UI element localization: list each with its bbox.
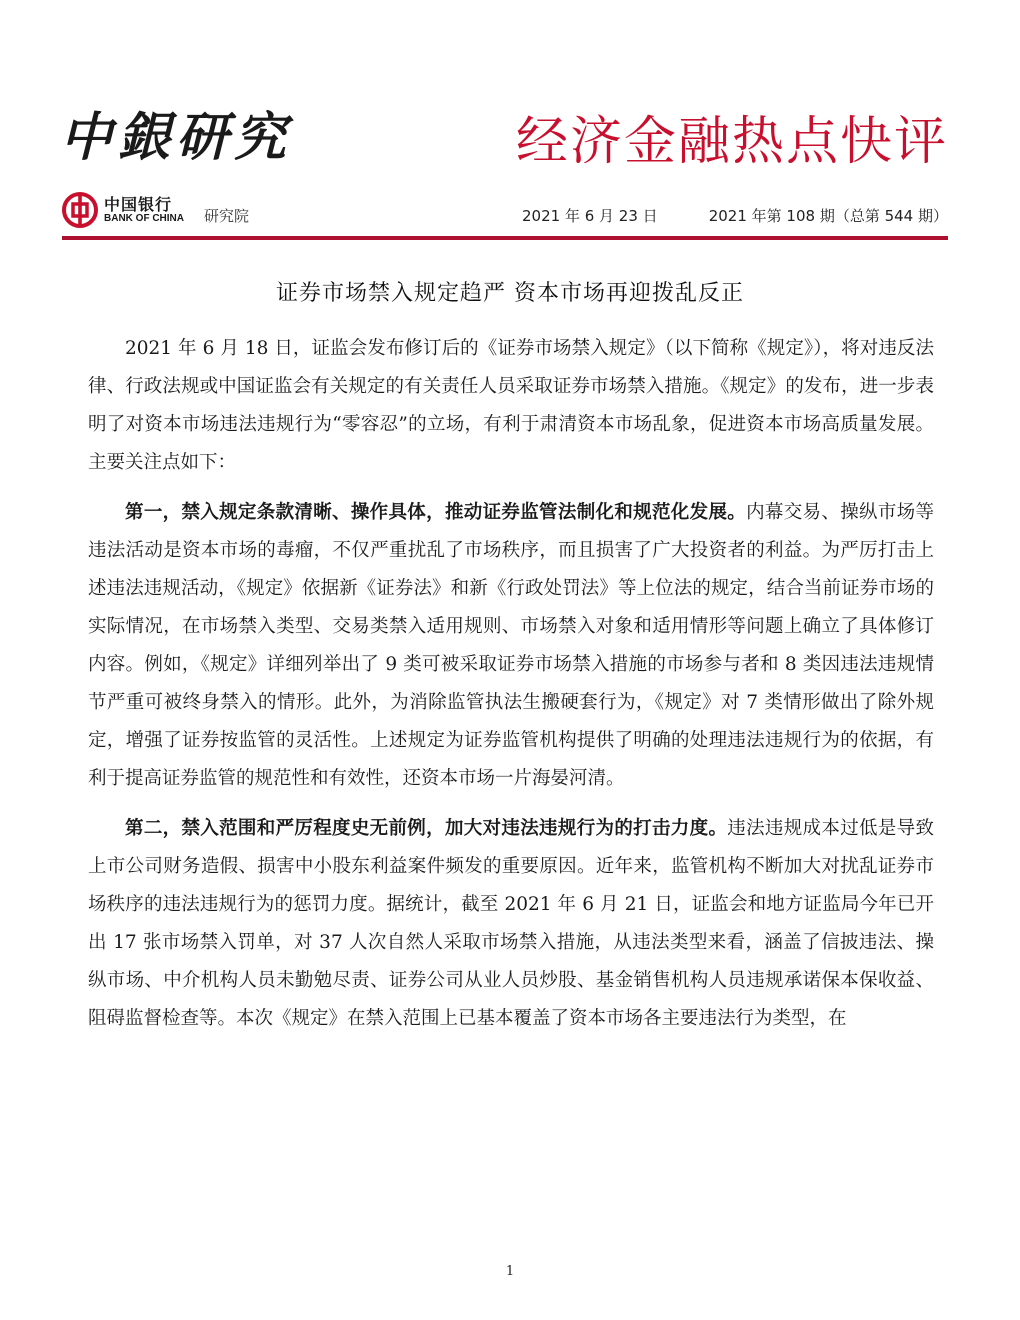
header-divider bbox=[62, 236, 948, 240]
bank-name-en: BANK OF CHINA bbox=[104, 213, 184, 224]
page-number: 1 bbox=[505, 1264, 515, 1279]
paragraph-text: 内幕交易、操纵市场等违法活动是资本市场的毒瘤，不仅严重扰乱了市场秩序，而且损害了广大投资者的利益。为严厉打击上述违法违规活动，《规定》依据新《证券法》和新《行政处罚法》等上位法的规定，结合当前证券市场的实际情况，在市场禁入类型、交易类禁入适用规则、市场禁入对象和适用情形等问题上确立了具体修订内容。例如，《规定》详细列举出了 9 类可被采取证券市场禁入措施的市场参与者和 8 类因违法违规情节严重可被终身禁入的情形。此外，为消除监管执法生搬硬套行为，《规定》对 7 类情形做出了除外规定，增强了证券按监管的灵活性。上述规定为证券监管机构提供了明确的处理违法违规行为的依据，有利于提高证券监管的规范性和有效性，还资本市场一片海晏河清。 bbox=[88, 502, 934, 789]
paragraph-text: 违法违规成本过低是导致上市公司财务造假、损害中小股东利益案件频发的重要原因。近年来，监管机构不断加大对扰乱证券市场秩序的违法违规行为的惩罚力度。据统计，截至 2021 年 6 月 21 日，证监会和地方证监局今年已开出 17 张市场禁入罚单，对 37 人次自然人采取市场禁入措施，从违法类型来看，涵盖了信披违法、操纵市场、中介机构人员未勤勉尽责、证券公司从业人员炒股、基金销售机构人员违规承诺保本保收益、阻碍监督检查等。本次《规定》在禁入范围上已基本覆盖了资本市场各主要违法行为类型，在 bbox=[88, 818, 934, 1029]
issue-number: 2021 年第 108 期（总第 544 期） bbox=[708, 207, 948, 225]
paragraph-lead: 第一，禁入规定条款清晰、操作具体，推动证券监管法制化和规范化发展。 bbox=[125, 502, 747, 523]
paragraph-intro bbox=[88, 330, 934, 482]
calligraphy-logo: 中銀研究 bbox=[60, 107, 293, 168]
bank-of-china-emblem-icon bbox=[62, 192, 98, 228]
article-title: 证券市场禁入规定趋严 资本市场再迎拨乱反正 bbox=[276, 281, 744, 306]
institute-label: 研究院 bbox=[204, 207, 250, 225]
article-body bbox=[88, 330, 934, 1050]
publish-date: 2021 年 6 月 23 日 bbox=[522, 207, 658, 225]
report-series-title: 经济金融热点快评 bbox=[515, 112, 948, 172]
paragraph-point-2 bbox=[88, 810, 934, 1038]
paragraph-text: 2021 年 6 月 18 日，证监会发布修订后的《证券市场禁入规定》（以下简称《规定》），将对违反法律、行政法规或中国证监会有关规定的有关责任人员采取证券市场禁入措施。《规定》的发布，进一步表明了对资本市场违法违规行为“零容忍”的立场，有利于肃清资本市场乱象，促进资本市场高质量发展。主要关注点如下： bbox=[88, 338, 934, 473]
bank-logo bbox=[62, 192, 192, 232]
bank-name-cn: 中国银行 bbox=[104, 195, 173, 214]
paragraph-lead: 第二，禁入范围和严厉程度史无前例，加大对违法违规行为的打击力度。 bbox=[125, 818, 728, 839]
paragraph-point-1 bbox=[88, 494, 934, 798]
